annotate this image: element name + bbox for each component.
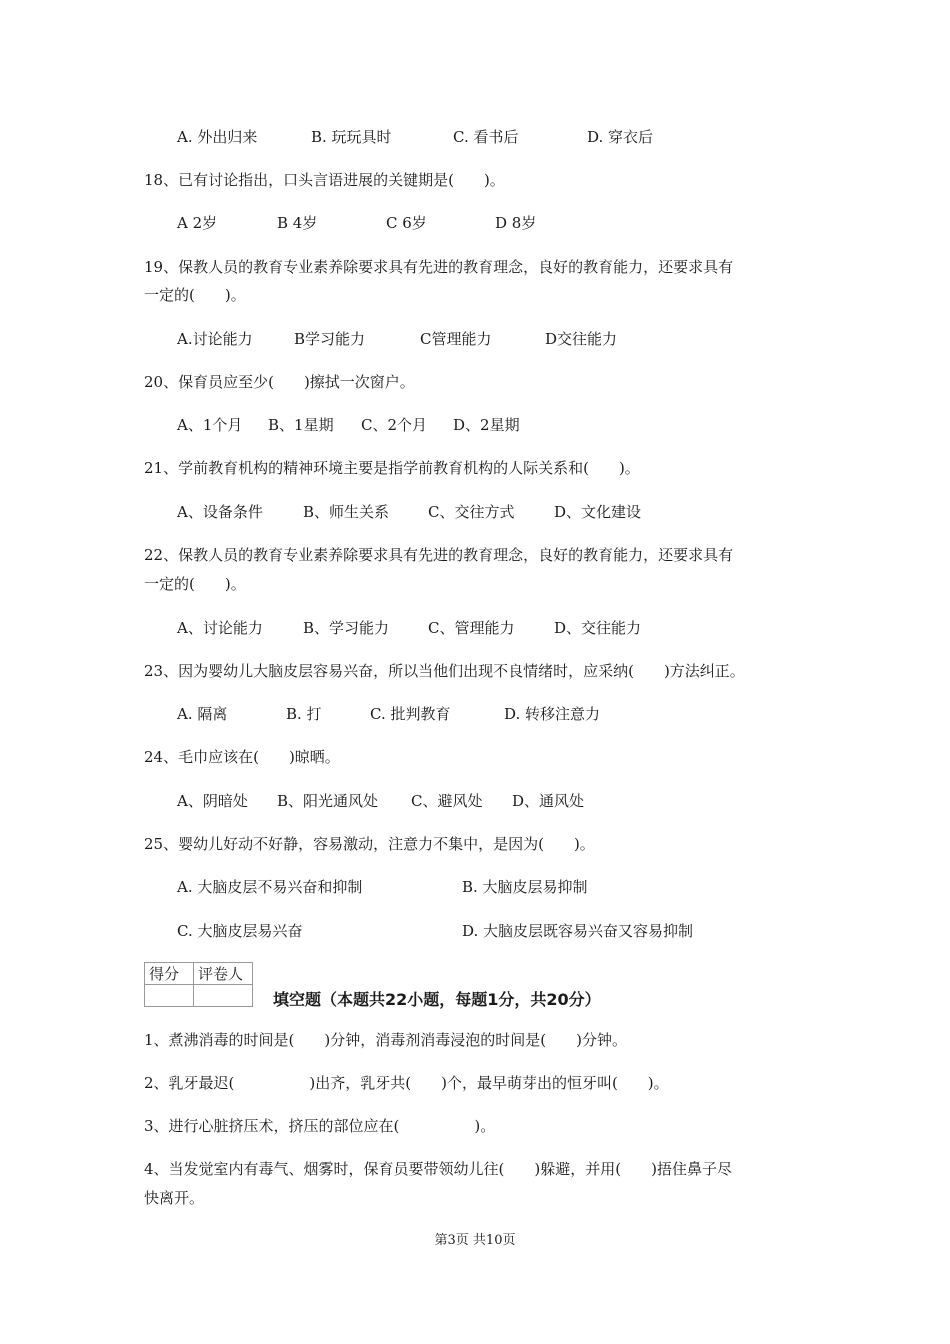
q23-option-d: D. 转移注意力	[504, 705, 601, 723]
q19-text-line1: 19、保教人员的教育专业素养除要求具有先进的教育理念，良好的教育能力，还要求具有	[144, 258, 734, 276]
page-footer: 第3页 共10页	[434, 1233, 516, 1248]
q21-option-d: D、文化建设	[554, 503, 642, 521]
fill-q1: 1、煮沸消毒的时间是( )分钟，消毒剂消毒浸泡的时间是( )分钟。	[144, 1031, 627, 1049]
q24-text: 24、毛巾应该在( )晾晒。	[144, 748, 340, 766]
q22-option-c: C、管理能力	[428, 619, 515, 637]
q21-text: 21、学前教育机构的精神环境主要是指学前教育机构的人际关系和( )。	[144, 459, 640, 477]
q25-text: 25、婴幼儿好动不好静，容易激动，注意力不集中，是因为( )。	[144, 835, 595, 853]
q17-option-c: C. 看书后	[453, 128, 519, 146]
q19-option-a: A.讨论能力	[177, 330, 253, 348]
fill-q2: 2、乳牙最迟( )出齐，乳牙共( )个，最早萌芽出的恒牙叫( )。	[144, 1074, 669, 1092]
q23-option-a: A. 隔离	[177, 705, 228, 723]
q20-option-a: A、1个月	[177, 416, 243, 434]
q21-option-c: C、交往方式	[428, 503, 515, 521]
q18-option-a: A 2岁	[177, 214, 218, 232]
q23-option-c: C. 批判教育	[370, 705, 451, 723]
q24-option-a: A、阴暗处	[177, 792, 248, 810]
q19-option-d: D交往能力	[545, 330, 618, 348]
q22-option-a: A、讨论能力	[177, 619, 263, 637]
fill-q3: 3、进行心脏挤压术，挤压的部位应在( )。	[144, 1117, 496, 1135]
q17-option-a: A. 外出归来	[177, 128, 258, 146]
q18-text: 18、已有讨论指出，口头言语进展的关键期是( )。	[144, 171, 505, 189]
q22-option-d: D、交往能力	[554, 619, 642, 637]
score-label: 得分	[145, 963, 194, 985]
q25-option-c: C. 大脑皮层易兴奋	[177, 922, 303, 940]
q18-option-b: B 4岁	[277, 214, 318, 232]
q24-option-b: B、阳光通风处	[277, 792, 379, 810]
grader-label: 评卷人	[194, 963, 253, 985]
q19-text-line2: 一定的( )。	[144, 286, 246, 304]
q21-option-a: A、设备条件	[177, 503, 263, 521]
q24-option-d: D、通风处	[512, 792, 585, 810]
q20-text: 20、保育员应至少( )擦拭一次窗户。	[144, 373, 415, 391]
q20-option-b: B、1星期	[268, 416, 334, 434]
q22-text-line1: 22、保教人员的教育专业素养除要求具有先进的教育理念，良好的教育能力，还要求具有	[144, 546, 734, 564]
q23-text: 23、因为婴幼儿大脑皮层容易兴奋，所以当他们出现不良情绪时，应采纳( )方法纠正。	[144, 662, 745, 680]
q23-option-b: B. 打	[286, 705, 322, 723]
q17-option-d: D. 穿衣后	[587, 128, 654, 146]
q19-option-b: B学习能力	[294, 330, 366, 348]
fill-q4-line1: 4、当发觉室内有毒气、烟雾时，保育员要带领幼儿往( )躲避，并用( )捂住鼻子尽	[144, 1160, 732, 1178]
q21-option-b: B、师生关系	[303, 503, 390, 521]
score-box	[144, 962, 253, 1007]
q18-option-c: C 6岁	[386, 214, 427, 232]
q25-option-b: B. 大脑皮层易抑制	[462, 878, 588, 896]
score-cell	[145, 985, 194, 1007]
q20-option-d: D、2星期	[453, 416, 520, 434]
q17-option-b: B. 玩玩具时	[311, 128, 392, 146]
q22-text-line2: 一定的( )。	[144, 575, 246, 593]
fill-q4-line2: 快离开。	[144, 1189, 205, 1207]
grader-cell	[194, 985, 253, 1007]
q25-option-d: D. 大脑皮层既容易兴奋又容易抑制	[462, 922, 694, 940]
q20-option-c: C、2个月	[361, 416, 428, 434]
q25-option-a: A. 大脑皮层不易兴奋和抑制	[177, 878, 363, 896]
q18-option-d: D 8岁	[495, 214, 537, 232]
q19-option-c: C管理能力	[420, 330, 492, 348]
q24-option-c: C、避风处	[411, 792, 483, 810]
section-title: 填空题（本题共22小题，每题1分，共20分）	[273, 990, 601, 1009]
q22-option-b: B、学习能力	[303, 619, 390, 637]
